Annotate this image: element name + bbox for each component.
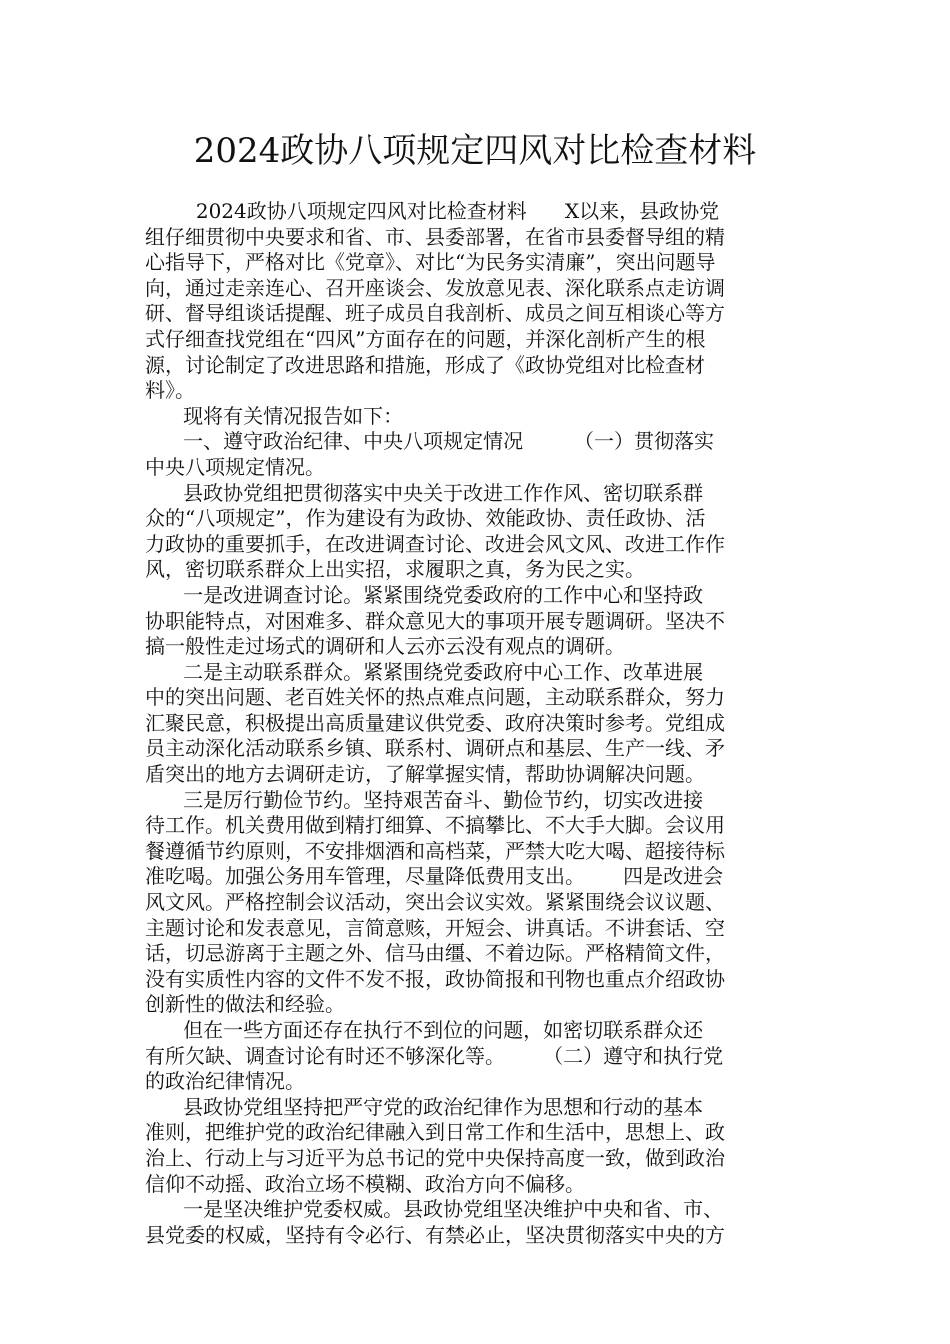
text-line: 风，密切联系群众上出实招，求履职之真，务为民之实。 <box>145 557 645 582</box>
text-line: 准则，把维护党的政治纪律融入到日常工作和生活中，思想上、政 <box>145 1120 725 1145</box>
text-line: 主题讨论和发表意见，言简意赅，开短会、讲真话。不讲套话、空 <box>145 915 725 940</box>
text-line: 中的突出问题、老百姓关怀的热点难点问题，主动联系群众，努力 <box>145 685 725 710</box>
text-line: 县政协党组把贯彻落实中央关于改进工作作风、密切联系群 <box>145 480 704 505</box>
text-line: 现将有关情况报告如下： <box>145 403 404 428</box>
text-line: 式仔细查找党组在“四风”方面存在的问题，并深化剖析产生的根 <box>145 326 706 351</box>
text-line: 有所欠缺、调查讨论有时还不够深化等。 （二）遵守和执行党 <box>145 1043 724 1068</box>
text-line: 二是主动联系群众。紧紧围绕党委政府中心工作、改革进展 <box>145 659 704 684</box>
text-line: 县政协党组坚持把严守党的政治纪律作为思想和行动的基本 <box>145 1094 704 1119</box>
text-line: 创新性的做法和经验。 <box>145 992 345 1017</box>
text-line: 汇聚民意，积极提出高质量建议供党委、政府决策时参考。党组成 <box>145 710 725 735</box>
text-line: 盾突出的地方去调研走访，了解掌握实情，帮助协调解决问题。 <box>145 762 705 787</box>
document-title: 2024政协八项规定四风对比检查材料 <box>193 131 757 171</box>
text-line: 一、遵守政治纪律、中央八项规定情况 （一）贯彻落实 <box>145 429 715 454</box>
text-line: 风文风。严格控制会议活动，突出会议实效。紧紧围绕会议议题、 <box>145 890 725 915</box>
text-line: 中央八项规定情况。 <box>145 454 325 479</box>
text-line: 搞一般性走过场式的调研和人云亦云没有观点的调研。 <box>145 634 625 659</box>
document-body <box>145 199 825 1248</box>
text-line: 众的“八项规定”，作为建设有为政协、效能政协、责任政协、活 <box>145 506 706 531</box>
text-line: 心指导下，严格对比《党章》、对比“为民务实清廉”，突出问题导 <box>145 250 716 275</box>
text-line: 协职能特点，对困难多、群众意见大的事项开展专题调研。坚决不 <box>145 608 725 633</box>
text-line: 三是厉行勤俭节约。坚持艰苦奋斗、勤俭节约，切实改进接 <box>145 787 704 812</box>
text-line: 组仔细贯彻中央要求和省、市、县委部署，在省市县委督导组的精 <box>145 224 725 249</box>
text-line: 治上、行动上与习近平为总书记的党中央保持高度一致，做到政治 <box>145 1145 725 1170</box>
text-line: 向，通过走亲连心、召开座谈会、发放意见表、深化联系点走访调 <box>145 275 725 300</box>
text-line: 力政协的重要抓手，在改进调查讨论、改进会风文风、改进工作作 <box>145 531 725 556</box>
text-line: 2024政协八项规定四风对比检查材料 X以来，县政协党 <box>145 199 720 223</box>
text-line: 话，切忌游离于主题之外、信马由缰、不着边际。严格精简文件， <box>145 941 725 966</box>
text-line: 研、督导组谈话提醒、班子成员自我剖析、成员之间互相谈心等方 <box>145 301 725 326</box>
text-line: 信仰不动摇、政治立场不模糊、政治方向不偏移。 <box>145 1171 585 1196</box>
text-line: 但在一些方面还存在执行不到位的问题，如密切联系群众还 <box>145 1018 704 1042</box>
text-line: 一是坚决维护党委权威。县政协党组坚决维护中央和省、市、 <box>145 1197 724 1222</box>
text-line: 源，讨论制定了改进思路和措施，形成了《政协党组对比检查材 <box>145 352 705 377</box>
text-line: 员主动深化活动联系乡镇、联系村、调研点和基层、生产一线、矛 <box>145 736 725 761</box>
text-line: 准吃喝。加强公务用车管理，尽量降低费用支出。 四是改进会 <box>145 864 724 889</box>
text-line: 料》。 <box>145 378 195 403</box>
text-line: 待工作。机关费用做到精打细算、不搞攀比、不大手大脚。会议用 <box>145 813 725 838</box>
text-line: 一是改进调查讨论。紧紧围绕党委政府的工作中心和坚持政 <box>145 582 704 607</box>
text-line: 没有实质性内容的文件不发不报，政协简报和刊物也重点介绍政协 <box>145 966 725 991</box>
text-line: 餐遵循节约原则，不安排烟酒和高档菜，严禁大吃大喝、超接待标 <box>145 838 725 863</box>
text-line: 的政治纪律情况。 <box>145 1069 305 1094</box>
text-line: 县党委的权威，坚持有令必行、有禁必止，坚决贯彻落实中央的方 <box>145 1222 725 1247</box>
